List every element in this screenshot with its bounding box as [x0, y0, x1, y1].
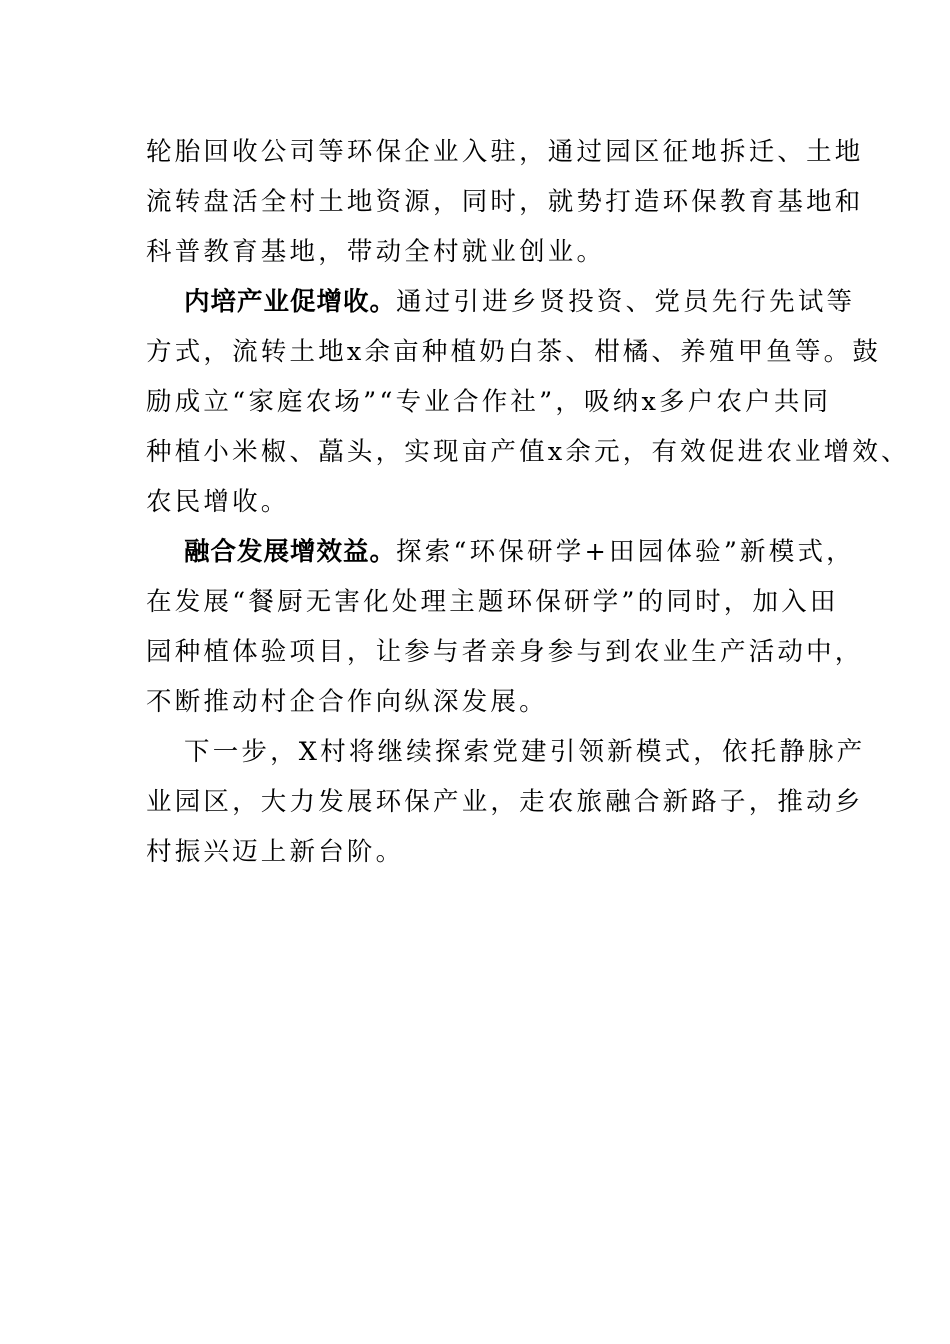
- text-line: 不断推动村企合作向纵深发展。: [146, 687, 548, 717]
- paragraph-lead-heading: 融合发展增效益。: [184, 537, 397, 567]
- text-line: 村振兴迈上新台阶。: [146, 837, 405, 867]
- paragraph-first-line: 下一步，X村将继续探索党建引领新模式，依托静脉产: [184, 737, 866, 767]
- paragraph-first-line: [184, 537, 855, 567]
- text-line: 流转盘活全村土地资源，同时，就势打造环保教育基地和: [146, 187, 864, 217]
- text-line: 励成立“家庭农场”“专业合作社”，吸纳x多户农户共同: [146, 387, 832, 417]
- text-line: 轮胎回收公司等环保企业入驻，通过园区征地拆迁、土地: [146, 137, 864, 167]
- text-line: 种植小米椒、藠头，实现亩产值x余元，有效促进农业增效、: [146, 437, 910, 467]
- text-line: 在发展“餐厨无害化处理主题环保研学”的同时，加入田: [146, 587, 839, 617]
- paragraph-lead-heading: 内培产业促增收。: [184, 287, 397, 317]
- text-line: 方式，流转土地x余亩种植奶白茶、柑橘、养殖甲鱼等。鼓: [146, 337, 882, 367]
- paragraph-text: 探索“环保研学+田园体验”新模式，: [396, 537, 855, 567]
- paragraph-first-line: [184, 287, 855, 317]
- text-line: 农民增收。: [146, 487, 290, 517]
- text-line: 业园区，大力发展环保产业，走农旅融合新路子，推动乡: [146, 787, 864, 817]
- text-line: 科普教育基地，带动全村就业创业。: [146, 237, 606, 267]
- text-line: 园种植体验项目，让参与者亲身参与到农业生产活动中，: [146, 637, 864, 667]
- paragraph-text: 通过引进乡贤投资、党员先行先试等: [396, 287, 856, 317]
